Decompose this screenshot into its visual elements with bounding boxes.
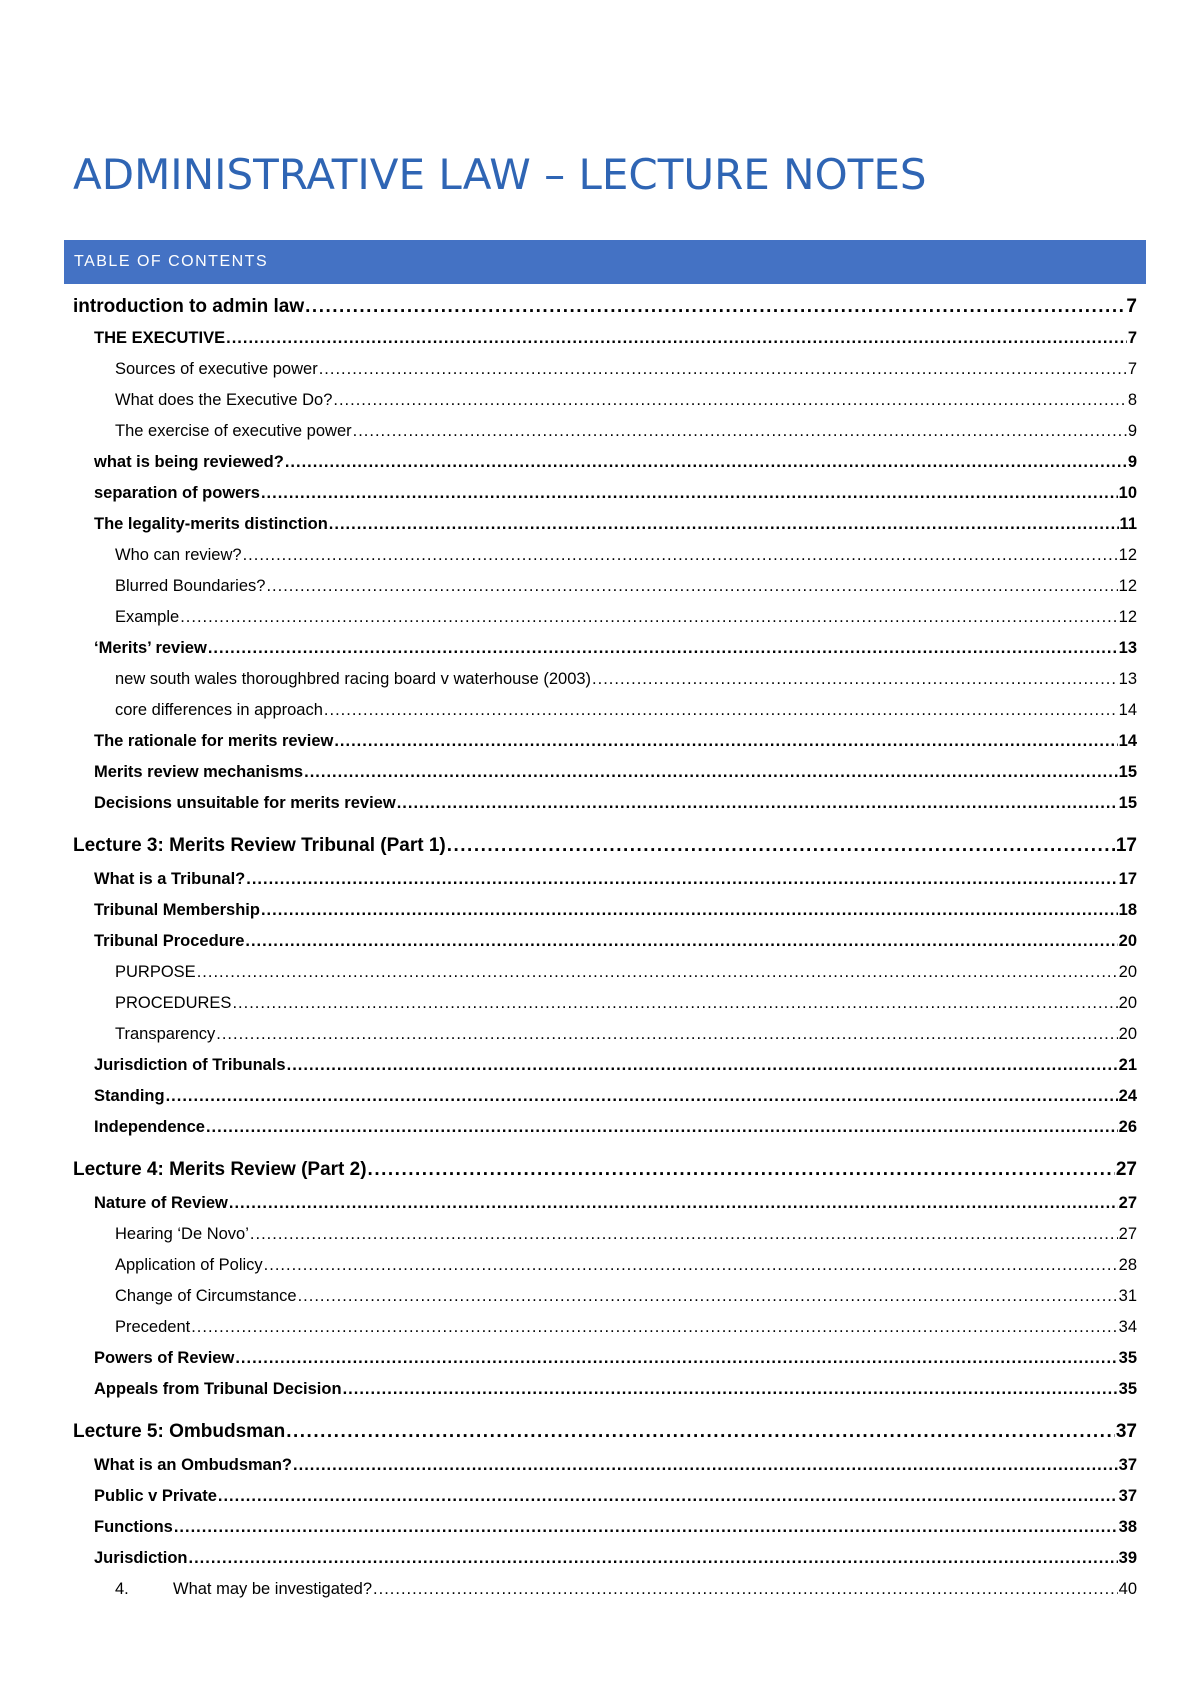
toc-entry-level-1[interactable] bbox=[73, 835, 1137, 857]
toc-entry-level-2[interactable] bbox=[73, 1056, 1137, 1075]
toc-page-number: 10 bbox=[1118, 484, 1137, 502]
toc-entry-label: THE EXECUTIVE bbox=[94, 329, 226, 347]
toc-dot-leader bbox=[353, 422, 1127, 441]
toc-page-number: 20 bbox=[1118, 932, 1137, 950]
toc-dot-leader bbox=[189, 1549, 1118, 1568]
toc-dot-leader bbox=[250, 1225, 1118, 1244]
toc-entry-text: What may be investigated? bbox=[173, 1580, 373, 1598]
toc-dot-leader bbox=[397, 794, 1118, 813]
toc-entry-level-1[interactable] bbox=[73, 1159, 1137, 1181]
toc-entry-level-2[interactable] bbox=[73, 639, 1137, 658]
toc-entry-level-3[interactable] bbox=[73, 608, 1137, 627]
toc-entry-label: Lecture 5: Ombudsman bbox=[73, 1421, 286, 1442]
toc-entry-label: Change of Circumstance bbox=[115, 1287, 297, 1305]
toc-entry-level-3[interactable] bbox=[73, 1025, 1137, 1044]
toc-entry-level-2[interactable] bbox=[73, 932, 1137, 951]
toc-entry-label: introduction to admin law bbox=[73, 296, 305, 317]
toc-entry-level-3[interactable] bbox=[73, 1287, 1137, 1306]
toc-dot-leader bbox=[298, 1287, 1118, 1306]
toc-entry-number: 4. bbox=[115, 1580, 129, 1598]
toc-page-number: 24 bbox=[1118, 1087, 1137, 1105]
toc-entry-label: Who can review? bbox=[115, 546, 242, 564]
toc-dot-leader bbox=[232, 994, 1117, 1013]
toc-dot-leader bbox=[293, 1456, 1118, 1475]
toc-entry-label: Jurisdiction of Tribunals bbox=[94, 1056, 286, 1074]
toc-entry-label: Lecture 3: Merits Review Tribunal (Part 1) bbox=[73, 835, 446, 856]
toc-page-number: 35 bbox=[1118, 1380, 1137, 1398]
toc-entry-label: what is being reviewed? bbox=[94, 453, 284, 471]
toc-dot-leader bbox=[334, 732, 1117, 751]
toc-dot-leader bbox=[324, 701, 1118, 720]
toc-entry-level-2[interactable] bbox=[73, 901, 1137, 920]
toc-page-number: 26 bbox=[1118, 1118, 1137, 1136]
toc-entry-level-2[interactable] bbox=[73, 870, 1137, 889]
toc-page-number: 14 bbox=[1118, 701, 1137, 719]
toc-entry-label: Sources of executive power bbox=[115, 360, 318, 378]
toc-dot-leader bbox=[261, 484, 1118, 503]
toc-page-number: 37 bbox=[1118, 1487, 1137, 1505]
toc-dot-leader bbox=[206, 1118, 1118, 1137]
toc-entry-label: Transparency bbox=[115, 1025, 216, 1043]
toc-page-number: 28 bbox=[1118, 1256, 1137, 1274]
document-title: ADMINISTRATIVE LAW – LECTURE NOTES bbox=[73, 150, 927, 199]
toc-page-number: 27 bbox=[1118, 1225, 1137, 1243]
toc-page-number: 12 bbox=[1118, 577, 1137, 595]
toc-dot-leader bbox=[266, 577, 1117, 596]
toc-dot-leader bbox=[243, 546, 1118, 565]
toc-entry-level-2[interactable] bbox=[73, 763, 1137, 782]
toc-heading: TABLE OF CONTENTS bbox=[74, 253, 269, 270]
toc-entry-label: The exercise of executive power bbox=[115, 422, 352, 440]
toc-dot-leader bbox=[447, 835, 1115, 857]
toc-entry-level-1[interactable] bbox=[73, 296, 1137, 318]
toc-dot-leader bbox=[368, 1159, 1115, 1181]
toc-dot-leader bbox=[343, 1380, 1118, 1399]
toc-entry-label: Hearing ‘De Novo’ bbox=[115, 1225, 249, 1243]
toc-entry-level-2[interactable] bbox=[73, 1349, 1137, 1368]
toc-entry-label: Blurred Boundaries? bbox=[115, 577, 266, 595]
toc-entry-label bbox=[115, 1580, 372, 1599]
toc-dot-leader bbox=[226, 329, 1127, 348]
toc-page-number: 37 bbox=[1115, 1421, 1137, 1442]
toc-dot-leader bbox=[216, 1025, 1117, 1044]
toc-entry-label: Standing bbox=[94, 1087, 165, 1105]
toc-dot-leader bbox=[235, 1349, 1117, 1368]
toc-entry-level-3[interactable] bbox=[73, 994, 1137, 1013]
toc-page-number: 12 bbox=[1118, 608, 1137, 626]
toc-entry-label: Application of Policy bbox=[115, 1256, 263, 1274]
toc-entry-level-2[interactable] bbox=[73, 1487, 1137, 1506]
toc-dot-leader bbox=[285, 453, 1127, 472]
toc-entry-label: separation of powers bbox=[94, 484, 260, 502]
toc-dot-leader bbox=[305, 296, 1125, 318]
toc-page-number: 39 bbox=[1118, 1549, 1137, 1567]
toc-page-number: 20 bbox=[1118, 1025, 1137, 1043]
toc-dot-leader bbox=[191, 1318, 1117, 1337]
toc-page-number: 9 bbox=[1127, 453, 1137, 471]
toc-entry-label: Nature of Review bbox=[94, 1194, 228, 1212]
toc-dot-leader bbox=[218, 1487, 1118, 1506]
toc-page-number: 20 bbox=[1118, 963, 1137, 981]
toc-entry-level-3[interactable] bbox=[73, 546, 1137, 565]
toc-entry-level-2[interactable] bbox=[73, 794, 1137, 813]
toc-page-number: 27 bbox=[1115, 1159, 1137, 1180]
toc-dot-leader bbox=[319, 360, 1127, 379]
toc-dot-leader bbox=[304, 763, 1118, 782]
toc-entry-label: What is a Tribunal? bbox=[94, 870, 246, 888]
toc-entry-label: Public v Private bbox=[94, 1487, 217, 1505]
toc-entry-label: Independence bbox=[94, 1118, 205, 1136]
toc-page-number: 7 bbox=[1127, 360, 1137, 378]
toc-entry-level-3[interactable] bbox=[73, 1256, 1137, 1275]
toc-entry-level-3[interactable] bbox=[73, 391, 1137, 410]
toc-page-number: 38 bbox=[1118, 1518, 1137, 1536]
toc-entry-level-3[interactable] bbox=[73, 422, 1137, 441]
toc-page-number: 8 bbox=[1127, 391, 1137, 409]
toc-dot-leader bbox=[174, 1518, 1118, 1537]
toc-entry-level-2[interactable] bbox=[73, 732, 1137, 751]
toc-dot-leader bbox=[229, 1194, 1118, 1213]
toc-dot-leader bbox=[329, 515, 1119, 534]
toc-entry-label: Powers of Review bbox=[94, 1349, 235, 1367]
toc-entry-label: Lecture 4: Merits Review (Part 2) bbox=[73, 1159, 367, 1180]
toc-dot-leader bbox=[373, 1580, 1118, 1599]
toc-entry-level-2[interactable] bbox=[73, 1380, 1137, 1399]
toc-dot-leader bbox=[245, 932, 1117, 951]
toc-page-number: 40 bbox=[1118, 1580, 1137, 1598]
toc-heading-bar bbox=[64, 240, 1146, 284]
toc-entry-level-2[interactable] bbox=[73, 1087, 1137, 1106]
toc-entry-level-2[interactable] bbox=[73, 1456, 1137, 1475]
toc-entry-label: ‘Merits’ review bbox=[94, 639, 207, 657]
toc-entry-level-3[interactable] bbox=[73, 701, 1137, 720]
toc-entry-label: Appeals from Tribunal Decision bbox=[94, 1380, 342, 1398]
toc-entry-label: The legality-merits distinction bbox=[94, 515, 328, 533]
toc-page-number: 15 bbox=[1118, 794, 1137, 812]
toc-entry-level-3[interactable] bbox=[73, 1580, 1137, 1599]
toc-page-number: 15 bbox=[1118, 763, 1137, 781]
toc-page-number: 11 bbox=[1119, 515, 1137, 533]
toc-entry-level-2[interactable] bbox=[73, 484, 1137, 503]
toc-dot-leader bbox=[246, 870, 1117, 889]
toc-dot-leader bbox=[166, 1087, 1118, 1106]
toc-entry-label: PURPOSE bbox=[115, 963, 196, 981]
toc-page-number: 21 bbox=[1118, 1056, 1137, 1074]
toc-page-number: 18 bbox=[1118, 901, 1137, 919]
toc-page-number: 34 bbox=[1118, 1318, 1137, 1336]
toc-page-number: 13 bbox=[1118, 670, 1137, 688]
toc-entry-label: What is an Ombudsman? bbox=[94, 1456, 293, 1474]
toc-page-number: 37 bbox=[1118, 1456, 1137, 1474]
toc-dot-leader bbox=[286, 1421, 1115, 1443]
toc-entry-level-3[interactable] bbox=[73, 360, 1137, 379]
toc-dot-leader bbox=[264, 1256, 1118, 1275]
toc-entry-label: Functions bbox=[94, 1518, 173, 1536]
toc-page-number: 12 bbox=[1118, 546, 1137, 564]
toc-page-number: 9 bbox=[1127, 422, 1137, 440]
toc-entry-label: PROCEDURES bbox=[115, 994, 232, 1012]
toc-dot-leader bbox=[333, 391, 1126, 410]
toc-entry-level-2[interactable] bbox=[73, 1118, 1137, 1137]
toc-entry-label: Tribunal Membership bbox=[94, 901, 260, 919]
toc-dot-leader bbox=[180, 608, 1117, 627]
toc-entry-label: Precedent bbox=[115, 1318, 191, 1336]
toc-page-number: 14 bbox=[1118, 732, 1137, 750]
toc-entry-label: new south wales thoroughbred racing board v waterhouse (2003) bbox=[115, 670, 592, 688]
toc-entry-level-3[interactable] bbox=[73, 963, 1137, 982]
toc-entry-label: Merits review mechanisms bbox=[94, 763, 304, 781]
toc-entry-level-2[interactable] bbox=[73, 1549, 1137, 1568]
toc-entry-level-3[interactable] bbox=[73, 1318, 1137, 1337]
toc-entry-label: Tribunal Procedure bbox=[94, 932, 245, 950]
toc-page-number: 35 bbox=[1118, 1349, 1137, 1367]
toc-entry-level-2[interactable] bbox=[73, 515, 1137, 534]
toc-page-number: 7 bbox=[1126, 296, 1137, 317]
toc-page-number: 20 bbox=[1118, 994, 1137, 1012]
toc-entry-level-1[interactable] bbox=[73, 1421, 1137, 1443]
toc-entry-label: Jurisdiction bbox=[94, 1549, 188, 1567]
toc-entry-level-3[interactable] bbox=[73, 1225, 1137, 1244]
toc-page-number: 13 bbox=[1118, 639, 1137, 657]
toc-dot-leader bbox=[208, 639, 1118, 658]
toc-dot-leader bbox=[197, 963, 1118, 982]
toc-page-number: 17 bbox=[1118, 870, 1137, 888]
toc-page-number: 27 bbox=[1118, 1194, 1137, 1212]
toc-entry-label: core differences in approach bbox=[115, 701, 323, 719]
toc-dot-leader bbox=[287, 1056, 1118, 1075]
toc-entry-label: Example bbox=[115, 608, 180, 626]
toc-entry-label: The rationale for merits review bbox=[94, 732, 334, 750]
toc-entry-level-2[interactable] bbox=[73, 1518, 1137, 1537]
toc-entry-level-2[interactable] bbox=[73, 453, 1137, 472]
toc-dot-leader bbox=[261, 901, 1118, 920]
toc-entry-label: What does the Executive Do? bbox=[115, 391, 333, 409]
toc-dot-leader bbox=[592, 670, 1118, 689]
toc-entry-label: Decisions unsuitable for merits review bbox=[94, 794, 396, 812]
toc-page-number: 31 bbox=[1118, 1287, 1137, 1305]
toc-page-number: 7 bbox=[1127, 329, 1137, 347]
toc-entry-level-3[interactable] bbox=[73, 577, 1137, 596]
toc-page-number: 17 bbox=[1115, 835, 1137, 856]
toc-entry-level-3[interactable] bbox=[73, 670, 1137, 689]
toc-entry-level-2[interactable] bbox=[73, 329, 1137, 348]
toc-entry-level-2[interactable] bbox=[73, 1194, 1137, 1213]
